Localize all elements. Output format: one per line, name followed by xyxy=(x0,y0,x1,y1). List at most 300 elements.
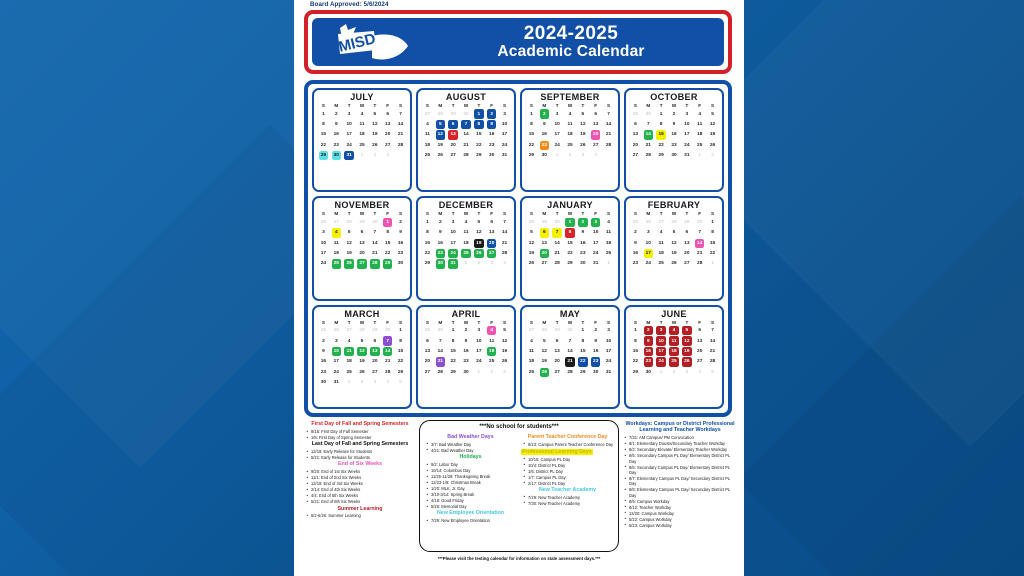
day-cell: 6 xyxy=(555,338,559,344)
day-grid xyxy=(317,326,407,388)
legend-group xyxy=(424,510,517,523)
day-cell-outside: 2 xyxy=(490,369,494,375)
months-grid xyxy=(312,88,724,409)
day-cell: 26 xyxy=(671,261,677,267)
day-cell-highlighted: 20 xyxy=(591,130,600,139)
day-cell: 24 xyxy=(554,142,560,148)
day-cell: 6 xyxy=(698,328,702,334)
month-card xyxy=(312,196,412,300)
dow-label: W xyxy=(359,103,365,108)
day-cell: 10 xyxy=(593,230,599,236)
day-cell: 26 xyxy=(437,153,443,159)
dow-label: F xyxy=(490,319,494,325)
day-cell-outside: 2 xyxy=(477,261,481,267)
dow-label: W xyxy=(567,103,573,108)
day-cell: 21 xyxy=(605,132,612,138)
dow-label: W xyxy=(567,319,573,325)
day-cell: 28 xyxy=(554,261,560,267)
day-cell: 2 xyxy=(334,111,338,117)
day-cell: 23 xyxy=(671,142,677,148)
day-cell: 28 xyxy=(605,142,612,148)
day-cell: 21 xyxy=(501,240,508,246)
day-cell-highlighted: 8 xyxy=(565,228,574,237)
dow-label: T xyxy=(555,103,559,108)
day-cell: 14 xyxy=(567,349,573,355)
legend-item-list xyxy=(304,469,416,504)
day-cell: 15 xyxy=(709,240,716,246)
legend-item-list xyxy=(622,435,738,528)
day-cell: 21 xyxy=(554,251,560,257)
month-card xyxy=(312,88,412,192)
day-cell-highlighted: 5 xyxy=(682,326,691,335)
month-name: JUNE xyxy=(661,308,687,319)
legend-group-title: First Day of Fall and Spring Semesters xyxy=(311,421,409,427)
day-cell: 24 xyxy=(645,261,651,267)
day-cell: 28 xyxy=(397,142,404,148)
day-cell-highlighted: 23 xyxy=(540,141,549,150)
day-cell: 18 xyxy=(424,142,431,148)
day-cell: 26 xyxy=(501,359,508,365)
legend-item-list xyxy=(304,449,416,460)
day-cell: 9 xyxy=(322,349,325,355)
day-cell: 16 xyxy=(333,132,339,138)
legend-item: • 8/8: Elementary Campus PL Day/ Secondary District PL Day xyxy=(629,487,738,498)
day-cell: 2 xyxy=(438,219,442,225)
day-cell: 19 xyxy=(359,359,365,365)
day-cell-outside: 30 xyxy=(437,328,443,334)
day-cell: 28 xyxy=(567,369,573,375)
month-name: DECEMBER xyxy=(438,200,494,211)
day-cell: 12 xyxy=(372,121,378,127)
day-cell-highlighted: 12 xyxy=(357,347,366,356)
legend-item: • 5/22: Campus Workday xyxy=(629,517,738,522)
day-cell: 11 xyxy=(489,338,495,344)
day-cell-highlighted: 23 xyxy=(436,249,445,258)
day-cell-highlighted: 7 xyxy=(552,228,561,237)
day-cell: 15 xyxy=(385,240,391,246)
day-cell: 1 xyxy=(451,328,455,334)
day-cell: 20 xyxy=(424,359,431,365)
day-cell: 11 xyxy=(697,121,703,127)
day-grid xyxy=(629,217,719,269)
day-cell-outside: 26 xyxy=(645,219,651,225)
day-cell-outside: 1 xyxy=(659,369,663,375)
day-cell-highlighted: 16 xyxy=(644,347,653,356)
day-of-week-header xyxy=(629,211,719,216)
day-cell-highlighted: 14 xyxy=(383,347,392,356)
day-cell: 18 xyxy=(346,359,352,365)
day-cell-highlighted: 12 xyxy=(436,130,445,139)
day-cell-highlighted: 20 xyxy=(540,249,549,258)
day-cell: 11 xyxy=(658,240,664,246)
months-frame xyxy=(304,80,732,417)
day-cell: 16 xyxy=(593,349,599,355)
month-card xyxy=(416,196,516,300)
day-cell: 9 xyxy=(334,121,338,127)
dow-label: M xyxy=(542,319,547,325)
day-of-week-header xyxy=(525,103,615,108)
legend-item: • 12/19: Early Release for Students xyxy=(311,449,416,454)
dow-label: T xyxy=(347,319,351,325)
day-cell: 22 xyxy=(397,359,404,365)
day-cell: 22 xyxy=(320,142,327,148)
dow-label: F xyxy=(698,319,702,325)
day-cell: 3 xyxy=(322,230,325,236)
day-cell: 7 xyxy=(698,230,702,236)
day-cell-highlighted: 5 xyxy=(436,120,445,129)
legend-item-list xyxy=(424,442,517,453)
day-cell: 26 xyxy=(709,142,716,148)
day-cell: 9 xyxy=(438,230,442,236)
day-cell: 23 xyxy=(580,251,586,257)
day-cell: 25 xyxy=(489,359,495,365)
day-cell: 5 xyxy=(530,230,533,236)
day-cell: 8 xyxy=(426,230,429,236)
day-cell: 22 xyxy=(385,251,391,257)
day-cell: 9 xyxy=(542,121,546,127)
legend-item: • 12/23-1/8: Christmas Break xyxy=(431,480,517,485)
legend-group-title: Parent Teacher Conference Day xyxy=(527,433,608,440)
dow-label: M xyxy=(542,103,547,108)
month-name: OCTOBER xyxy=(650,92,698,102)
day-cell: 4 xyxy=(464,219,468,225)
day-cell: 30 xyxy=(593,369,599,375)
day-cell: 11 xyxy=(359,121,365,127)
day-cell-highlighted: 27 xyxy=(487,249,496,258)
day-cell-highlighted: 6 xyxy=(540,228,549,237)
day-cell-highlighted: 7 xyxy=(383,336,392,345)
day-cell-outside: 29 xyxy=(450,111,456,117)
legend-item-list xyxy=(424,518,517,523)
day-cell-outside: 27 xyxy=(346,328,352,334)
day-cell: 15 xyxy=(580,349,586,355)
dow-label: S xyxy=(503,103,507,108)
day-cell: 31 xyxy=(684,153,690,159)
day-grid xyxy=(421,217,511,269)
dow-label: M xyxy=(438,103,443,108)
day-cell: 7 xyxy=(373,230,377,236)
day-cell: 4 xyxy=(360,111,364,117)
day-cell: 26 xyxy=(528,261,535,267)
dow-label: T xyxy=(659,211,663,217)
day-cell: 18 xyxy=(359,132,365,138)
day-cell: 17 xyxy=(593,240,599,246)
day-cell: 16 xyxy=(463,349,469,355)
day-cell: 17 xyxy=(605,349,612,355)
legend-group xyxy=(304,421,416,440)
day-cell: 10 xyxy=(645,240,651,246)
day-cell-outside: 29 xyxy=(424,328,431,334)
dow-label: S xyxy=(607,103,611,108)
day-cell-outside: 29 xyxy=(359,219,365,225)
day-cell: 26 xyxy=(359,369,365,375)
day-cell-outside: 29 xyxy=(372,328,378,334)
day-cell: 6 xyxy=(373,338,377,344)
day-cell-highlighted: 18 xyxy=(669,347,678,356)
dow-label: F xyxy=(698,103,702,108)
day-cell-highlighted: 26 xyxy=(540,368,549,377)
legend-item: • 8/1: Elementary Dousts/Secondary Teacher Workday xyxy=(629,441,738,446)
day-cell: 15 xyxy=(320,132,327,138)
day-cell: 30 xyxy=(397,261,404,267)
dow-label: F xyxy=(386,103,390,108)
day-cell-outside: 1 xyxy=(464,261,468,267)
day-cell: 7 xyxy=(607,111,610,117)
dow-label: T xyxy=(477,211,481,217)
day-cell-outside: 4 xyxy=(503,261,506,267)
day-cell: 3 xyxy=(607,328,610,334)
legend-item: • 8/9: Campus Workday xyxy=(629,499,738,504)
day-cell: 1 xyxy=(581,328,585,334)
day-cell-highlighted: 14 xyxy=(644,130,653,139)
day-cell: 18 xyxy=(333,251,339,257)
day-cell: 28 xyxy=(697,261,703,267)
dow-label: S xyxy=(503,319,507,325)
day-cell: 20 xyxy=(684,251,690,257)
day-cell: 9 xyxy=(594,338,598,344)
dow-label: S xyxy=(503,211,507,217)
day-cell: 17 xyxy=(450,240,456,246)
day-cell: 31 xyxy=(501,153,508,159)
day-cell: 28 xyxy=(501,251,508,257)
day-cell: 4 xyxy=(426,121,429,127)
day-cell-outside: 2 xyxy=(360,380,364,386)
day-grid xyxy=(525,217,615,269)
day-cell: 20 xyxy=(450,142,456,148)
day-cell: 31 xyxy=(605,369,612,375)
day-cell: 27 xyxy=(541,261,547,267)
day-cell-highlighted: 21 xyxy=(565,357,574,366)
day-grid xyxy=(317,217,407,269)
day-cell-outside: 1 xyxy=(698,153,702,159)
day-cell: 11 xyxy=(463,230,469,236)
day-cell: 16 xyxy=(671,132,677,138)
dow-label: F xyxy=(594,319,598,325)
day-cell: 19 xyxy=(709,132,716,138)
day-cell: 7 xyxy=(399,111,402,117)
day-cell-outside: 2 xyxy=(373,153,377,159)
day-cell: 20 xyxy=(554,359,560,365)
day-cell: 5 xyxy=(672,230,676,236)
day-cell: 8 xyxy=(659,121,663,127)
legend-item: • 11/1: End of 2nd Six Weeks xyxy=(311,475,416,480)
dow-label: S xyxy=(607,211,611,217)
day-cell-highlighted: 22 xyxy=(578,357,587,366)
day-cell-highlighted: 25 xyxy=(669,357,678,366)
day-cell: 6 xyxy=(386,111,390,117)
day-cell: 15 xyxy=(450,349,456,355)
day-cell: 17 xyxy=(346,132,352,138)
month-name: FEBRUARY xyxy=(647,200,701,211)
legend-item-list xyxy=(521,442,614,447)
day-cell: 1 xyxy=(426,219,429,225)
day-cell: 3 xyxy=(646,230,650,236)
month-name: NOVEMBER xyxy=(334,200,390,211)
day-of-week-header xyxy=(317,103,407,108)
day-cell: 8 xyxy=(451,338,455,344)
day-cell: 22 xyxy=(424,251,431,257)
day-cell-outside: 3 xyxy=(490,261,494,267)
legend-group-title: Holidays xyxy=(459,454,482,461)
day-cell: 7 xyxy=(503,219,506,225)
legend-item-list xyxy=(521,457,614,486)
day-cell: 19 xyxy=(346,251,352,257)
day-cell: 25 xyxy=(359,142,365,148)
day-cell-highlighted: 3 xyxy=(656,326,665,335)
day-cell: 19 xyxy=(580,132,586,138)
day-cell: 3 xyxy=(451,219,455,225)
dow-label: S xyxy=(529,211,533,217)
day-cell: 4 xyxy=(530,338,533,344)
day-cell-highlighted: 10 xyxy=(656,336,665,345)
legend-item: • 1/8: First Day of Spring Semester xyxy=(311,435,416,440)
day-cell-outside: 3 xyxy=(503,369,506,375)
day-cell: 24 xyxy=(605,359,612,365)
legend xyxy=(304,420,735,572)
day-cell: 16 xyxy=(320,359,327,365)
calendar-document xyxy=(294,0,744,576)
svg-text:MISD: MISD xyxy=(336,30,378,56)
day-cell: 3 xyxy=(503,111,506,117)
day-cell: 5 xyxy=(360,338,364,344)
day-cell: 1 xyxy=(659,111,663,117)
day-cell: 11 xyxy=(333,240,339,246)
day-cell: 15 xyxy=(632,349,639,355)
day-cell-highlighted: 26 xyxy=(344,259,353,268)
day-cell: 27 xyxy=(684,261,690,267)
day-cell-outside: 3 xyxy=(373,380,377,386)
day-cell: 22 xyxy=(450,359,456,365)
dow-label: S xyxy=(711,211,715,217)
day-cell: 29 xyxy=(528,153,535,159)
day-cell: 13 xyxy=(359,240,365,246)
day-cell: 1 xyxy=(399,328,402,334)
day-cell: 10 xyxy=(476,338,482,344)
day-cell: 24 xyxy=(320,261,327,267)
day-cell: 28 xyxy=(437,369,443,375)
no-school-box xyxy=(419,420,619,562)
legend-group xyxy=(521,434,614,447)
legend-item: • 1/20: MLK, Jr. Day xyxy=(431,486,517,491)
day-cell-highlighted: 9 xyxy=(644,336,653,345)
legend-group-title: Bad Weather Days xyxy=(447,433,494,440)
day-cell: 12 xyxy=(528,240,535,246)
dow-label: M xyxy=(334,103,339,108)
day-cell-outside: 27 xyxy=(333,219,339,225)
legend-item: • 5/21: End of 6th Six Weeks xyxy=(311,499,416,504)
day-cell: 20 xyxy=(385,132,391,138)
day-cell-highlighted: 4 xyxy=(332,228,341,237)
day-cell: 13 xyxy=(489,230,495,236)
day-cell: 24 xyxy=(333,369,339,375)
day-cell-highlighted: 11 xyxy=(344,347,353,356)
day-cell: 25 xyxy=(424,153,431,159)
day-cell: 18 xyxy=(528,359,535,365)
day-cell: 14 xyxy=(554,240,560,246)
day-cell-outside: 30 xyxy=(463,111,469,117)
day-cell: 19 xyxy=(671,251,677,257)
calendar-subtitle: Academic Calendar xyxy=(497,42,645,60)
day-cell: 30 xyxy=(580,261,586,267)
dow-label: S xyxy=(607,319,611,325)
dow-label: W xyxy=(463,319,469,325)
legend-group-title: Summer Learning xyxy=(337,505,383,512)
day-cell: 13 xyxy=(684,240,690,246)
day-cell: 5 xyxy=(477,219,481,225)
day-cell: 6 xyxy=(634,121,637,127)
day-cell: 30 xyxy=(489,153,495,159)
dow-label: S xyxy=(399,103,403,108)
day-cell-outside: 26 xyxy=(333,328,339,334)
day-cell: 23 xyxy=(397,251,404,257)
day-cell: 5 xyxy=(581,111,585,117)
day-of-week-header xyxy=(629,320,719,325)
day-cell: 31 xyxy=(593,261,599,267)
month-card xyxy=(624,305,724,409)
day-cell-highlighted: 21 xyxy=(436,357,445,366)
legend-group xyxy=(424,454,517,509)
day-cell: 29 xyxy=(658,153,664,159)
day-cell-outside: 5 xyxy=(711,369,714,375)
day-grid xyxy=(525,326,615,378)
day-cell-highlighted: 27 xyxy=(357,259,366,268)
day-cell: 27 xyxy=(697,359,703,365)
day-cell: 20 xyxy=(697,349,703,355)
day-cell-highlighted: 19 xyxy=(474,239,483,248)
calendar-title-banner xyxy=(304,10,732,74)
day-cell-highlighted: 14 xyxy=(695,239,704,248)
day-cell: 8 xyxy=(322,121,325,127)
dow-label: W xyxy=(463,103,469,108)
legend-item: • 7/29: New Teacher Academy xyxy=(528,495,614,500)
day-cell: 13 xyxy=(632,132,639,138)
day-cell-highlighted: 12 xyxy=(682,336,691,345)
month-name: AUGUST xyxy=(445,92,487,102)
day-cell: 8 xyxy=(399,338,402,344)
day-cell: 10 xyxy=(346,121,352,127)
day-cell: 12 xyxy=(346,240,352,246)
day-cell-outside: 25 xyxy=(320,328,327,334)
day-cell: 30 xyxy=(320,380,327,386)
legend-group xyxy=(304,461,416,504)
day-cell: 25 xyxy=(697,142,703,148)
day-grid xyxy=(421,109,511,161)
month-card xyxy=(416,305,516,409)
day-cell-outside: 2 xyxy=(672,369,676,375)
day-cell: 25 xyxy=(605,251,612,257)
day-cell-outside: 27 xyxy=(424,111,431,117)
dow-label: S xyxy=(633,211,637,217)
dow-label: T xyxy=(555,211,559,217)
day-cell: 15 xyxy=(424,240,431,246)
day-cell: 14 xyxy=(605,121,612,127)
legend-item: • 5/26: Memorial Day xyxy=(431,504,517,509)
day-cell: 14 xyxy=(501,230,508,236)
day-cell: 14 xyxy=(709,338,716,344)
day-cell-outside: 1 xyxy=(607,261,610,267)
day-cell-highlighted: 1 xyxy=(383,218,392,227)
day-cell: 10 xyxy=(450,230,456,236)
legend-group-title: Professional Learning Days xyxy=(522,448,592,455)
day-cell: 21 xyxy=(385,359,391,365)
no-school-right-col xyxy=(521,433,614,524)
day-cell-highlighted: 23 xyxy=(591,357,600,366)
day-cell: 22 xyxy=(567,251,573,257)
day-cell: 18 xyxy=(697,132,703,138)
day-cell: 5 xyxy=(373,111,377,117)
day-cell: 31 xyxy=(333,380,339,386)
legend-item: • 8/12: Teacher Workday xyxy=(629,505,738,510)
